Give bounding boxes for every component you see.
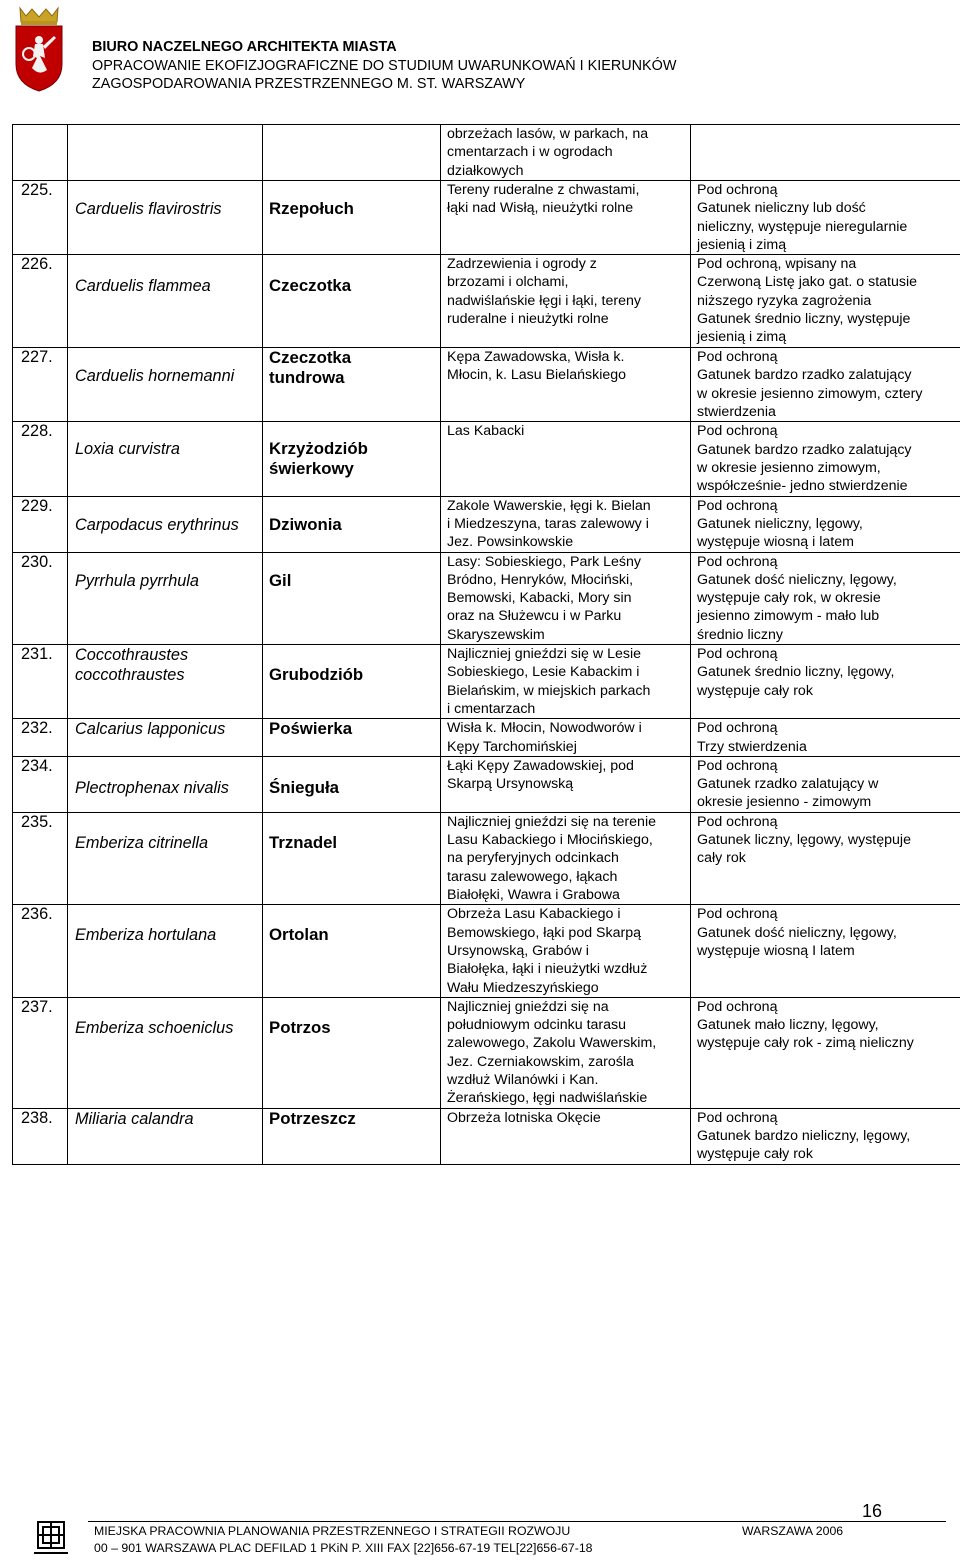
habitat-line: Młocin, k. Lasu Bielańskiego: [447, 367, 627, 384]
status-line: występuje cały rok - zimą nieliczny: [697, 1035, 914, 1052]
polish-name: [263, 125, 441, 181]
habitat-line: Sobieskiego, Lesie Kabackim i: [447, 664, 640, 681]
habitat-line: na peryferyjnych odcinkach: [447, 850, 619, 867]
status-line: występuje wiosną i latem: [697, 534, 854, 551]
species-number-text: 236.: [21, 905, 53, 924]
status-line: Pod ochroną: [697, 646, 778, 663]
polish-name: [263, 496, 441, 552]
footer-city-year: WARSZAWA 2006: [742, 1524, 844, 1538]
polish-name: [263, 552, 441, 644]
status-cell: [691, 1108, 960, 1164]
habitat-cell: [441, 756, 691, 812]
status-line: Pod ochroną: [697, 906, 778, 923]
latin-name: [68, 422, 263, 496]
status-line: Pod ochroną: [697, 720, 778, 737]
latin-name: [68, 719, 263, 757]
table-row: [13, 997, 960, 1108]
species-number-text: 238.: [21, 1108, 53, 1127]
status-line: Gatunek rzadko zalatujący w: [697, 776, 879, 793]
status-cell: [691, 812, 960, 904]
habitat-cell: [441, 719, 691, 757]
species-number-text: 229.: [21, 496, 53, 515]
status-line: występuje cały rok, w okresie: [697, 590, 881, 607]
habitat-line: Bemowski, Kabacki, Mory sin: [447, 590, 632, 607]
latin-name-line: Emberiza schoeniclus: [75, 1018, 234, 1037]
polish-name-line: Czeczotka: [269, 348, 352, 368]
mppisr-logo-icon: [28, 1518, 74, 1558]
status-line: występuje wiosną I latem: [697, 942, 855, 959]
latin-name: [68, 1108, 263, 1164]
table-row: [13, 552, 960, 644]
status-line: Gatunek bardzo rzadko zalatujący: [697, 441, 912, 458]
status-line: Gatunek średnio liczny, lęgowy,: [697, 664, 895, 681]
footer-address: 00 – 901 WARSZAWA PLAC DEFILAD 1 PKiN P. XIII FAX [22]656-67-19 TEL[22]656-67-18: [94, 1541, 593, 1555]
habitat-cell: [441, 645, 691, 719]
species-number: [13, 422, 68, 496]
status-line: Gatunek nieliczny, lęgowy,: [697, 515, 863, 532]
habitat-line: i Miedzeszyna, taras zalewowy i: [447, 515, 649, 532]
latin-name: [68, 812, 263, 904]
habitat-line: Wału Miedzeszyńskiego: [447, 979, 599, 996]
table-row: [13, 905, 960, 997]
polish-name: [263, 645, 441, 719]
footer-divider: [88, 1521, 946, 1522]
habitat-cell: [441, 905, 691, 997]
status-line: występuje cały rok: [697, 682, 813, 699]
status-cell: [691, 552, 960, 644]
status-line: w okresie jesienno zimowym, cztery: [697, 385, 923, 402]
status-line: Pod ochroną: [697, 998, 778, 1015]
status-line: Pod ochroną: [697, 757, 778, 774]
status-line: Gatunek średnio liczny, występuje: [697, 311, 911, 328]
latin-name: [68, 496, 263, 552]
habitat-line: Skarpą Ursynowską: [447, 776, 574, 793]
habitat-line: Tereny ruderalne z chwastami,: [447, 182, 640, 198]
species-number-text: 227.: [21, 348, 53, 367]
polish-name: [263, 812, 441, 904]
species-number: [13, 348, 68, 422]
table-row: [13, 255, 960, 348]
habitat-line: Skaryszewskim: [447, 626, 545, 643]
habitat-line: łąki nad Wisłą, nieużytki rolne: [447, 200, 634, 217]
habitat-line: Jez. Czerniakowskim, zarośla: [447, 1053, 634, 1070]
status-line: Pod ochroną: [697, 182, 778, 198]
page-header: [0, 0, 960, 110]
habitat-cell: [441, 997, 691, 1108]
status-line: współcześnie- jedno stwierdzenie: [697, 478, 908, 495]
polish-name-line: Śnieguła: [269, 777, 339, 797]
polish-name-line: tundrowa: [269, 368, 345, 388]
species-number: [13, 812, 68, 904]
polish-name-line: Czeczotka: [269, 276, 352, 296]
latin-name-line: Coccothraustes: [75, 646, 189, 665]
table-row: [13, 756, 960, 812]
species-number: [13, 255, 68, 348]
habitat-line: Wisła k. Młocin, Nowodworów i: [447, 720, 642, 737]
page-number: 16: [862, 1501, 883, 1521]
polish-name-line: Poświerka: [269, 719, 353, 739]
habitat-line: Zadrzewienia i ogrody z: [447, 256, 597, 273]
polish-name-line: Dziwonia: [269, 514, 342, 534]
latin-name-line: Emberiza citrinella: [75, 833, 209, 852]
status-line: Pod ochroną: [697, 553, 778, 570]
status-line: Gatunek mało liczny, lęgowy,: [697, 1017, 879, 1034]
status-cell: [691, 756, 960, 812]
polish-name-line: Rzepołuch: [269, 199, 354, 218]
status-line: Gatunek bardzo rzadko zalatujący: [697, 367, 912, 384]
latin-name: [68, 645, 263, 719]
species-number-text: 225.: [21, 181, 53, 199]
species-number-text: 231.: [21, 645, 53, 664]
habitat-line: Bielańskim, w miejskich parkach: [447, 682, 651, 699]
latin-name-line: Carduelis flammea: [75, 277, 211, 296]
species-number: [13, 645, 68, 719]
habitat-line: Najliczniej gnieździ się w Lesie: [447, 646, 641, 663]
table-row: [13, 645, 960, 719]
habitat-cell: [441, 422, 691, 496]
species-number-text: 230.: [21, 552, 53, 571]
polish-name: [263, 719, 441, 757]
species-number: [13, 997, 68, 1108]
species-number: [13, 552, 68, 644]
species-number: [13, 125, 68, 181]
habitat-cell: [441, 125, 691, 181]
status-line: jesienią i zimą: [697, 329, 787, 346]
habitat-line: Najliczniej gnieździ się na terenie: [447, 813, 656, 830]
status-line: w okresie jesienno zimowym,: [697, 459, 881, 476]
habitat-cell: [441, 552, 691, 644]
species-number-text: 234.: [21, 756, 53, 775]
status-line: Gatunek dość nieliczny, lęgowy,: [697, 924, 897, 941]
latin-name: [68, 997, 263, 1108]
polish-name: [263, 997, 441, 1108]
header-org: BIURO NACZELNEGO ARCHITEKTA MIASTA: [92, 39, 397, 55]
polish-name-line: Trznadel: [269, 832, 338, 852]
habitat-cell: [441, 1108, 691, 1164]
latin-name: [68, 181, 263, 255]
status-line: Pod ochroną: [697, 349, 778, 366]
polish-name-line: Gil: [269, 570, 292, 590]
status-cell: [691, 255, 960, 348]
status-line: niższego ryzyka zagrożenia: [697, 292, 872, 309]
table-row: [13, 496, 960, 552]
species-number-text: 228.: [21, 422, 53, 441]
habitat-line: Obrzeża lotniska Okęcie: [447, 1109, 601, 1126]
status-line: okresie jesienno - zimowym: [697, 794, 872, 811]
polish-name: [263, 905, 441, 997]
table-row: [13, 812, 960, 904]
habitat-line: wzdłuż Wilanówki i Kan.: [447, 1071, 599, 1088]
latin-name-line: coccothraustes: [75, 666, 185, 685]
habitat-line: Lasy: Sobieskiego, Park Leśny: [447, 553, 642, 570]
latin-name-line: Loxia curvistra: [75, 440, 180, 459]
species-number-text: 237.: [21, 997, 53, 1016]
habitat-line: Jez. Powsinkowskie: [447, 534, 574, 551]
species-number-text: 235.: [21, 812, 53, 831]
latin-name: [68, 255, 263, 348]
polish-name: [263, 756, 441, 812]
status-line: cały rok: [697, 850, 746, 867]
habitat-line: Bródno, Henryków, Młociński,: [447, 571, 634, 588]
table-row: [13, 422, 960, 496]
habitat-line: działkowych: [447, 162, 524, 179]
status-line: Pod ochroną: [697, 497, 778, 514]
status-cell: [691, 496, 960, 552]
latin-name: [68, 125, 263, 181]
status-cell: [691, 997, 960, 1108]
habitat-cell: [441, 181, 691, 255]
species-number-text: 232.: [21, 719, 53, 738]
habitat-line: Najliczniej gnieździ się na: [447, 998, 609, 1015]
species-number: [13, 905, 68, 997]
status-line: Pod ochroną: [697, 1109, 778, 1126]
status-line: Gatunek liczny, lęgowy, występuje: [697, 832, 911, 849]
habitat-line: Ursynowską, Grabów i: [447, 942, 589, 959]
habitat-line: oraz na Służewcu i w Parku: [447, 608, 622, 625]
latin-name: [68, 348, 263, 422]
header-title-line2: ZAGOSPODAROWANIA PRZESTRZENNEGO M. ST. WARSZAWY: [92, 76, 526, 92]
footer-institution: MIEJSKA PRACOWNIA PLANOWANIA PRZESTRZENNEGO I STRATEGII ROZWOJU: [94, 1524, 571, 1538]
habitat-line: Białołęki, Wawra i Grabowa: [447, 887, 620, 904]
species-table-body: [13, 125, 960, 1165]
table-row: [13, 719, 960, 757]
table-row: [13, 181, 960, 255]
status-line: stwierdzenia: [697, 404, 776, 421]
habitat-line: obrzeżach lasów, w parkach, na: [447, 126, 649, 142]
status-cell: [691, 645, 960, 719]
species-number: [13, 756, 68, 812]
species-number: [13, 181, 68, 255]
latin-name-line: Miliaria calandra: [75, 1109, 194, 1128]
habitat-cell: [441, 255, 691, 348]
habitat-line: Bemowskiego, łąki pod Skarpą: [447, 924, 641, 941]
habitat-line: i cmentarzach: [447, 700, 536, 717]
polish-name-line: Ortolan: [269, 925, 329, 945]
habitat-line: nadwiślańskie łęgi i łąki, tereny: [447, 292, 641, 309]
status-cell: [691, 422, 960, 496]
status-cell: [691, 181, 960, 255]
habitat-line: Zakole Wawerskie, łęgi k. Bielan: [447, 497, 651, 514]
habitat-line: tarasu zalewowego, łąkach: [447, 868, 618, 885]
latin-name-line: Carpodacus erythrinus: [75, 515, 239, 534]
status-line: jesienią i zimą: [697, 236, 787, 253]
polish-name: [263, 348, 441, 422]
latin-name-line: Carduelis hornemanni: [75, 367, 235, 386]
table-row: [13, 348, 960, 422]
latin-name-line: Pyrrhula pyrrhula: [75, 571, 199, 590]
habitat-line: południowym odcinku tarasu: [447, 1017, 627, 1034]
status-line: Gatunek dość nieliczny, lęgowy,: [697, 571, 897, 588]
habitat-line: Obrzeża Lasu Kabackiego i: [447, 906, 621, 923]
habitat-line: Łąki Kępy Zawadowskiej, pod: [447, 757, 634, 774]
status-line: jesienno zimowym - mało lub: [697, 608, 880, 625]
table-row: [13, 1108, 960, 1164]
species-number: [13, 719, 68, 757]
polish-name-line: świerkowy: [269, 459, 354, 479]
status-line: nieliczny, występuje nieregularnie: [697, 218, 908, 235]
polish-name-line: Grubodziób: [269, 665, 364, 685]
status-line: Gatunek nieliczny lub dość: [697, 200, 866, 217]
polish-name-line: Potrzeszcz: [269, 1108, 356, 1128]
habitat-line: Lasu Kabackiego i Młocińskiego,: [447, 832, 653, 849]
status-line: Pod ochroną, wpisany na: [697, 256, 857, 273]
habitat-cell: [441, 348, 691, 422]
species-number: [13, 496, 68, 552]
polish-name: [263, 422, 441, 496]
species-number-text: 226.: [21, 255, 53, 274]
habitat-cell: [441, 812, 691, 904]
habitat-line: cmentarzach i w ogrodach: [447, 144, 613, 161]
habitat-line: Białołęka, łąki i nieużytki wzdłuż: [447, 961, 648, 978]
polish-name-line: Krzyżodziób: [269, 439, 368, 459]
latin-name-line: Emberiza hortulana: [75, 926, 217, 945]
status-line: Gatunek bardzo nieliczny, lęgowy,: [697, 1128, 911, 1145]
latin-name: [68, 905, 263, 997]
status-line: Pod ochroną: [697, 423, 778, 440]
habitat-line: ruderalne i nieużytki rolne: [447, 311, 609, 328]
status-cell: [691, 719, 960, 757]
polish-name-line: Potrzos: [269, 1017, 331, 1037]
table-row: [13, 125, 960, 181]
habitat-line: brzozami i olchami,: [447, 274, 569, 291]
status-cell: [691, 125, 960, 181]
status-cell: [691, 905, 960, 997]
polish-name: [263, 181, 441, 255]
latin-name-line: Carduelis flavirostris: [75, 200, 222, 218]
status-line: Czerwoną Listę jako gat. o statusie: [697, 274, 918, 291]
status-line: Trzy stwierdzenia: [697, 738, 807, 755]
habitat-cell: [441, 496, 691, 552]
latin-name-line: Plectrophenax nivalis: [75, 778, 229, 797]
species-number: [13, 1108, 68, 1164]
polish-name: [263, 1108, 441, 1164]
habitat-line: Las Kabacki: [447, 423, 525, 440]
latin-name: [68, 552, 263, 644]
habitat-line: Kępa Zawadowska, Wisła k.: [447, 349, 625, 366]
status-cell: [691, 348, 960, 422]
status-line: występuje cały rok: [697, 1146, 813, 1163]
warsaw-crest-icon: [12, 6, 66, 92]
latin-name: [68, 756, 263, 812]
latin-name-line: Calcarius lapponicus: [75, 720, 226, 739]
habitat-line: Kępy Tarchomińskiej: [447, 738, 577, 755]
status-line: średnio liczny: [697, 626, 783, 643]
status-line: Pod ochroną: [697, 813, 778, 830]
polish-name: [263, 255, 441, 348]
habitat-line: zalewowego, Zakolu Wawerskim,: [447, 1035, 657, 1052]
header-title-line1: OPRACOWANIE EKOFIZJOGRAFICZNE DO STUDIUM UWARUNKOWAŃ I KIERUNKÓW: [92, 57, 677, 74]
species-table: [12, 124, 960, 1165]
habitat-line: Żerańskiego, łęgi nadwiślańskie: [447, 1090, 648, 1107]
